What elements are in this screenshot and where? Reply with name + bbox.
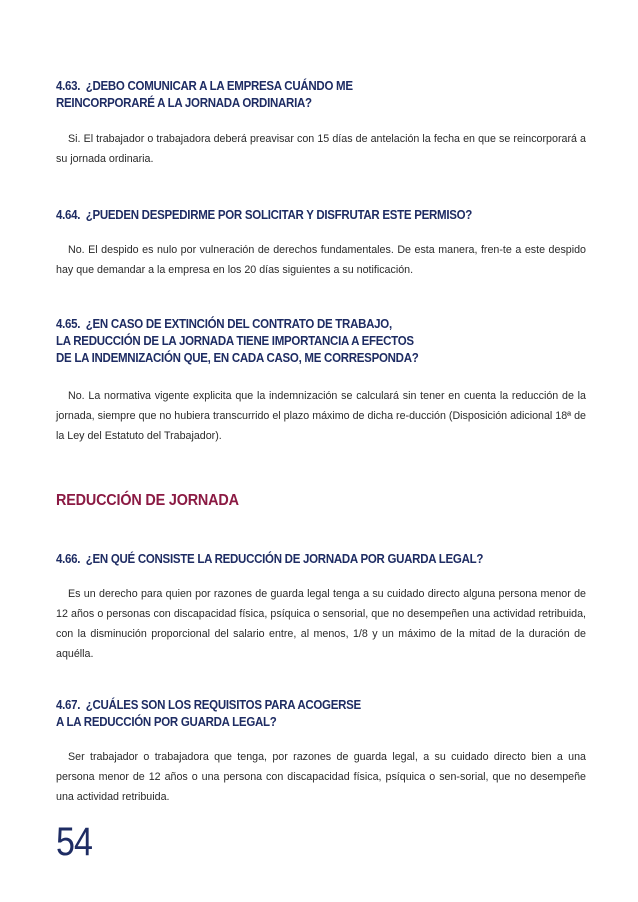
- question-heading: [56, 316, 586, 367]
- question-line: ¿DEBO COMUNICAR A LA EMPRESA CUÁNDO ME: [85, 79, 353, 93]
- answer-text: No. El despido es nulo por vulneración de derechos fundamentales. De esta manera, fren-te a este despido hay que demandar a la empresa en los 20 días siguientes a su notificación.: [56, 244, 586, 276]
- question-number: 4.64.: [56, 208, 81, 222]
- section-title: REDUCCIÓN DE JORNADA: [56, 492, 239, 509]
- page-number: 54: [56, 820, 93, 864]
- question-heading: [56, 78, 586, 112]
- question-number: 4.66.: [56, 552, 81, 566]
- question-line: ¿PUEDEN DESPEDIRME POR SOLICITAR Y DISFRUTAR ESTE PERMISO?: [85, 208, 473, 222]
- question-heading: [56, 697, 586, 731]
- question-line: LA REDUCCIÓN DE LA JORNADA TIENE IMPORTANCIA A EFECTOS: [56, 334, 414, 348]
- question-line: A LA REDUCCIÓN POR GUARDA LEGAL?: [56, 715, 277, 729]
- question-line: DE LA INDEMNIZACIÓN QUE, EN CADA CASO, ME CORRESPONDA?: [56, 351, 419, 365]
- document-page: [56, 0, 586, 902]
- answer-text: Si. El trabajador o trabajadora deberá preavisar con 15 días de antelación la fecha en que se reincorporará a su jornada ordinaria.: [56, 133, 586, 165]
- answer-text: No. La normativa vigente explicita que la indemnización se calculará sin tener en cuenta la reducción de la jornada, siempre que no hubiera transcurrido el plazo máximo de dicha re-ducción (Disposición adicional 18ª de la Ley del Estatuto del Trabajador).: [56, 390, 586, 442]
- question-heading: [56, 207, 586, 224]
- question-number: 4.63.: [56, 79, 81, 93]
- question-number: 4.65.: [56, 317, 81, 331]
- answer-text: Ser trabajador o trabajadora que tenga, por razones de guarda legal, a su cuidado directo bien a una persona menor de 12 años o una persona con discapacidad física, psíquica o sen-sorial, que no desempeñe una actividad retribuida.: [56, 751, 586, 803]
- question-line: REINCORPORARÉ A LA JORNADA ORDINARIA?: [56, 96, 312, 110]
- question-line: ¿EN QUÉ CONSISTE LA REDUCCIÓN DE JORNADA POR GUARDA LEGAL?: [85, 552, 484, 566]
- question-line: ¿EN CASO DE EXTINCIÓN DEL CONTRATO DE TRABAJO,: [85, 317, 392, 331]
- question-line: ¿CUÁLES SON LOS REQUISITOS PARA ACOGERSE: [85, 698, 361, 712]
- question-number: 4.67.: [56, 698, 81, 712]
- answer-text: Es un derecho para quien por razones de guarda legal tenga a su cuidado directo alguna persona menor de 12 años o personas con discapacidad física, psíquica o sensorial, que no desempeñen una actividad retribuida, con la disminución proporcional del salario entre, al menos, 1/8 y un máximo de la mitad de la duración de aquélla.: [56, 588, 586, 660]
- question-heading: [56, 551, 586, 568]
